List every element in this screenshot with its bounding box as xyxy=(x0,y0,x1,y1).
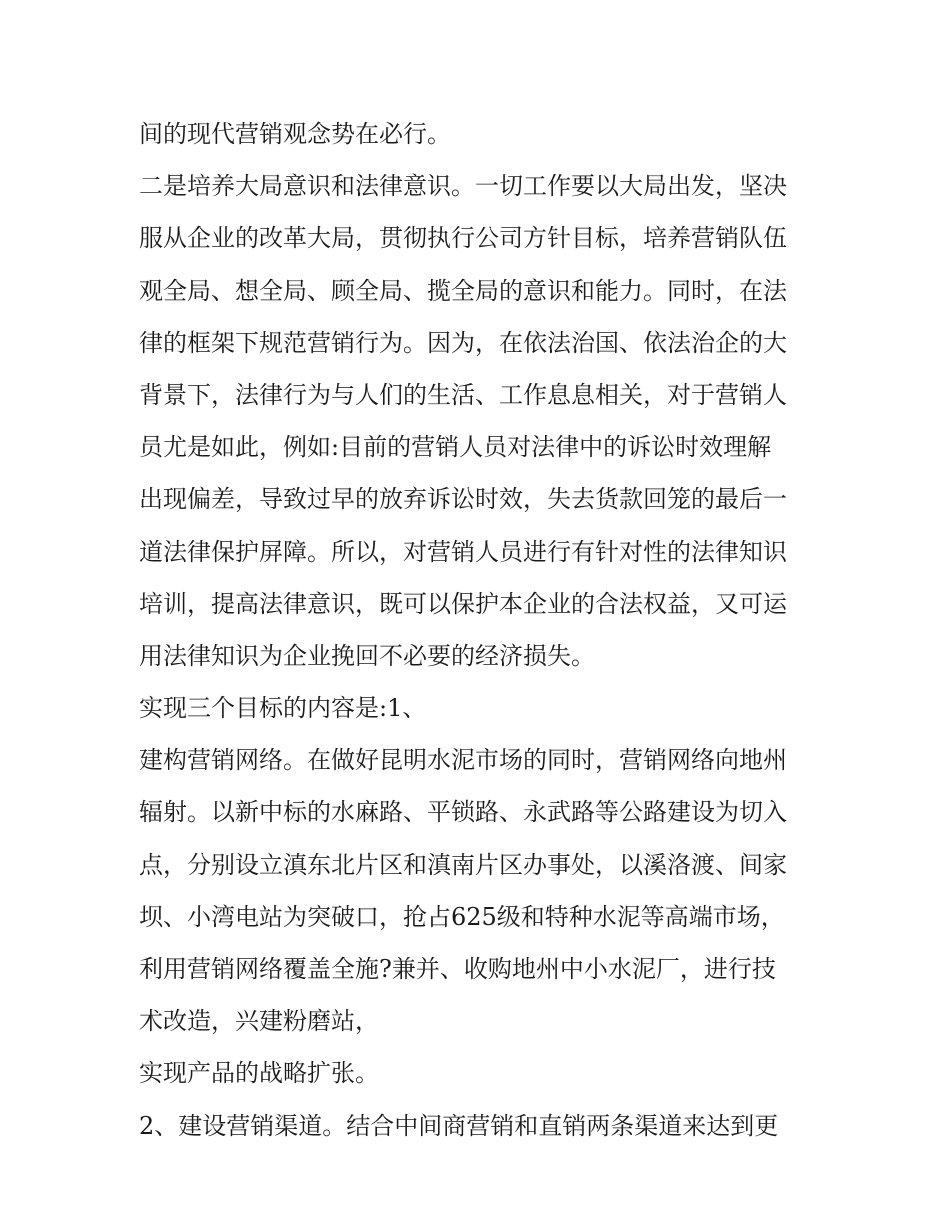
text-line: 术改造，兴建粉磨站， xyxy=(139,1007,379,1036)
text-line: 道法律保护屏障。所以，对营销人员进行有针对性的法律知识 xyxy=(139,537,787,566)
text-line: 点，分别设立滇东北片区和滇南片区办事处，以溪洛渡、间家 xyxy=(139,850,787,879)
text-line: 服从企业的改革大局，贯彻执行公司方针目标，培养营销队伍 xyxy=(139,224,787,253)
text-line: 2、建设营销渠道。结合中间商营销和直销两条渠道来达到更 xyxy=(139,1111,779,1140)
text-line: 建构营销网络。在做好昆明水泥市场的同时，营销网络向地州 xyxy=(139,746,787,775)
text-line: 培训，提高法律意识，既可以保护本企业的合法权益，又可运 xyxy=(139,589,787,618)
text-line: 出现偏差，导致过早的放弃诉讼时效，失去货款回笼的最后一 xyxy=(139,485,787,514)
text-line: 间的现代营销观念势在必行。 xyxy=(139,120,451,148)
text-line: 背景下，法律行为与人们的生活、工作息息相关，对于营销人 xyxy=(139,380,787,409)
text-line: 辐射。以新中标的水麻路、平锁路、永武路等公路建设为切入 xyxy=(139,798,787,827)
text-line: 观全局、想全局、顾全局、揽全局的意识和能力。同时，在法 xyxy=(139,276,787,305)
text-line: 二是培养大局意识和法律意识。一切工作要以大局出发，坚决 xyxy=(139,172,787,201)
text-line: 坝、小湾电站为突破口，抢占625级和特种水泥等高端市场， xyxy=(139,902,785,931)
text-line: 员尤是如此，例如:目前的营销人员对法律中的诉讼时效理解 xyxy=(139,433,772,462)
text-line: 律的框架下规范营销行为。因为，在依法治国、依法治企的大 xyxy=(139,328,787,357)
document-body xyxy=(139,108,819,1152)
text-line: 实现产品的战略扩张。 xyxy=(139,1059,379,1088)
text-line: 利用营销网络覆盖全施?兼并、收购地州中小水泥厂，进行技 xyxy=(139,955,776,983)
text-line: 实现三个目标的内容是:1、 xyxy=(139,694,427,723)
text-line: 用法律知识为企业挽回不必要的经济损失。 xyxy=(139,641,595,670)
